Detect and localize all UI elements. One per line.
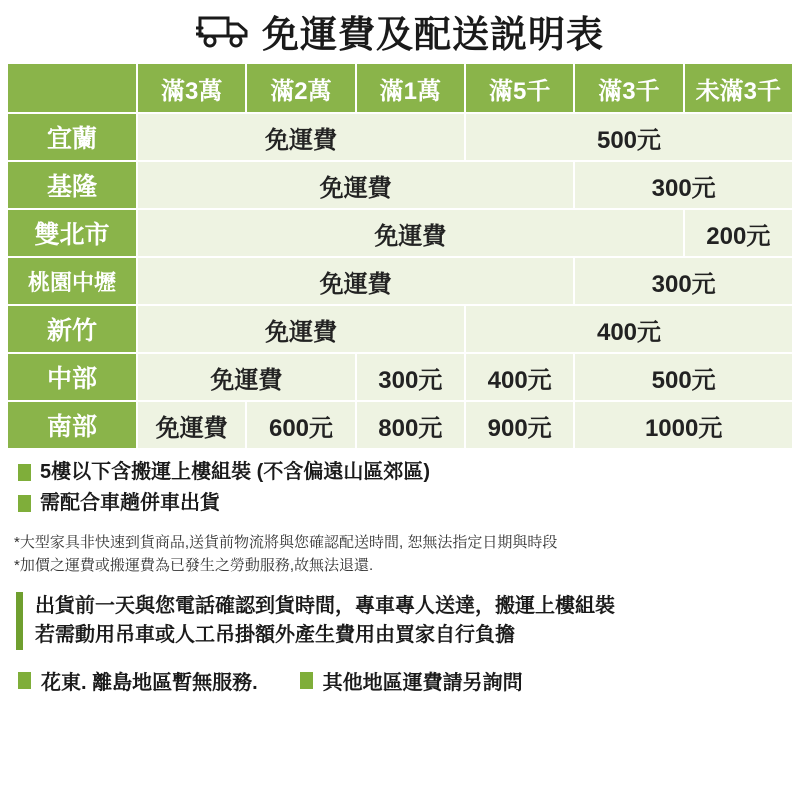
page-title xyxy=(0,0,800,62)
square-bullet-icon xyxy=(18,495,31,512)
highlight-line: 若需動用吊車或人工吊掛額外產生費用由買家自行負擔 xyxy=(35,623,515,646)
region-label: 宜蘭 xyxy=(7,113,137,161)
region-label: 雙北市 xyxy=(7,209,137,257)
fee-cell: 免運費 xyxy=(137,401,246,449)
table-row xyxy=(7,161,793,209)
fee-cell: 400元 xyxy=(465,305,793,353)
footer-right-text: 其他地區運費請另詢問 xyxy=(322,671,523,694)
fee-cell: 200元 xyxy=(684,209,793,257)
table-row xyxy=(7,401,793,449)
table-row xyxy=(7,353,793,401)
fee-cell: 600元 xyxy=(246,401,355,449)
fee-cell: 500元 xyxy=(574,353,793,401)
vertical-bar-icon xyxy=(16,592,23,650)
region-label: 桃園中壢 xyxy=(7,257,137,305)
fee-cell: 1000元 xyxy=(574,401,793,449)
fee-cell: 900元 xyxy=(465,401,574,449)
square-bullet-icon xyxy=(18,464,31,481)
footer-left-text: 花東. 離島地區暫無服務. xyxy=(41,671,258,694)
region-label: 基隆 xyxy=(7,161,137,209)
column-header-0: 滿3萬 xyxy=(137,63,246,113)
table-body xyxy=(7,113,793,449)
table-row xyxy=(7,257,793,305)
fee-cell: 400元 xyxy=(465,353,574,401)
fine-print xyxy=(0,531,800,578)
fee-cell: 免運費 xyxy=(137,113,465,161)
column-header-3: 滿5千 xyxy=(465,63,574,113)
note-text: 需配合車趟併車出貨 xyxy=(40,492,220,514)
truck-icon xyxy=(196,12,252,57)
fee-cell: 500元 xyxy=(465,113,793,161)
region-label: 新竹 xyxy=(7,305,137,353)
table-header-row xyxy=(7,63,793,113)
table-row xyxy=(7,209,793,257)
fine-print-line: *加價之運費或搬運費為已發生之勞動服務,故無法退還. xyxy=(14,557,374,575)
fee-cell: 免運費 xyxy=(137,257,574,305)
highlight-lines xyxy=(35,592,615,650)
region-label: 中部 xyxy=(7,353,137,401)
fee-cell: 300元 xyxy=(574,161,793,209)
note-item xyxy=(18,460,800,484)
column-header-2: 滿1萬 xyxy=(356,63,465,113)
fee-cell: 800元 xyxy=(356,401,465,449)
table-row xyxy=(7,113,793,161)
fee-cell: 免運費 xyxy=(137,305,465,353)
table-row xyxy=(7,305,793,353)
region-label: 南部 xyxy=(7,401,137,449)
fee-cell: 免運費 xyxy=(137,353,356,401)
highlight-block xyxy=(0,592,800,650)
fee-table-wrapper xyxy=(0,62,800,450)
highlight-line: 出貨前一天與您電話確認到貨時間，專車專人送達，搬運上樓組裝 xyxy=(35,594,615,617)
fee-cell: 300元 xyxy=(356,353,465,401)
footer-notes xyxy=(0,666,800,695)
notes-list xyxy=(0,460,800,515)
fee-cell: 免運費 xyxy=(137,161,574,209)
fine-print-line: *大型家具非快速到貨商品,送貨前物流將與您確認配送時間, 恕無法指定日期與時段 xyxy=(14,534,558,551)
note-text: 5樓以下含搬運上樓組裝 (不含偏遠山區郊區) xyxy=(40,461,430,483)
column-header-4: 滿3千 xyxy=(574,63,683,113)
page-title-text: 免運費及配送説明表 xyxy=(262,13,604,55)
column-header-1: 滿2萬 xyxy=(246,63,355,113)
square-bullet-icon xyxy=(300,672,313,689)
fee-cell: 免運費 xyxy=(137,209,684,257)
table-header xyxy=(7,63,793,113)
fee-cell: 300元 xyxy=(574,257,793,305)
table-corner-cell xyxy=(7,63,137,113)
column-header-5: 未滿3千 xyxy=(684,63,793,113)
note-item xyxy=(18,491,800,515)
shipping-fee-table xyxy=(6,62,794,450)
square-bullet-icon xyxy=(18,672,31,689)
